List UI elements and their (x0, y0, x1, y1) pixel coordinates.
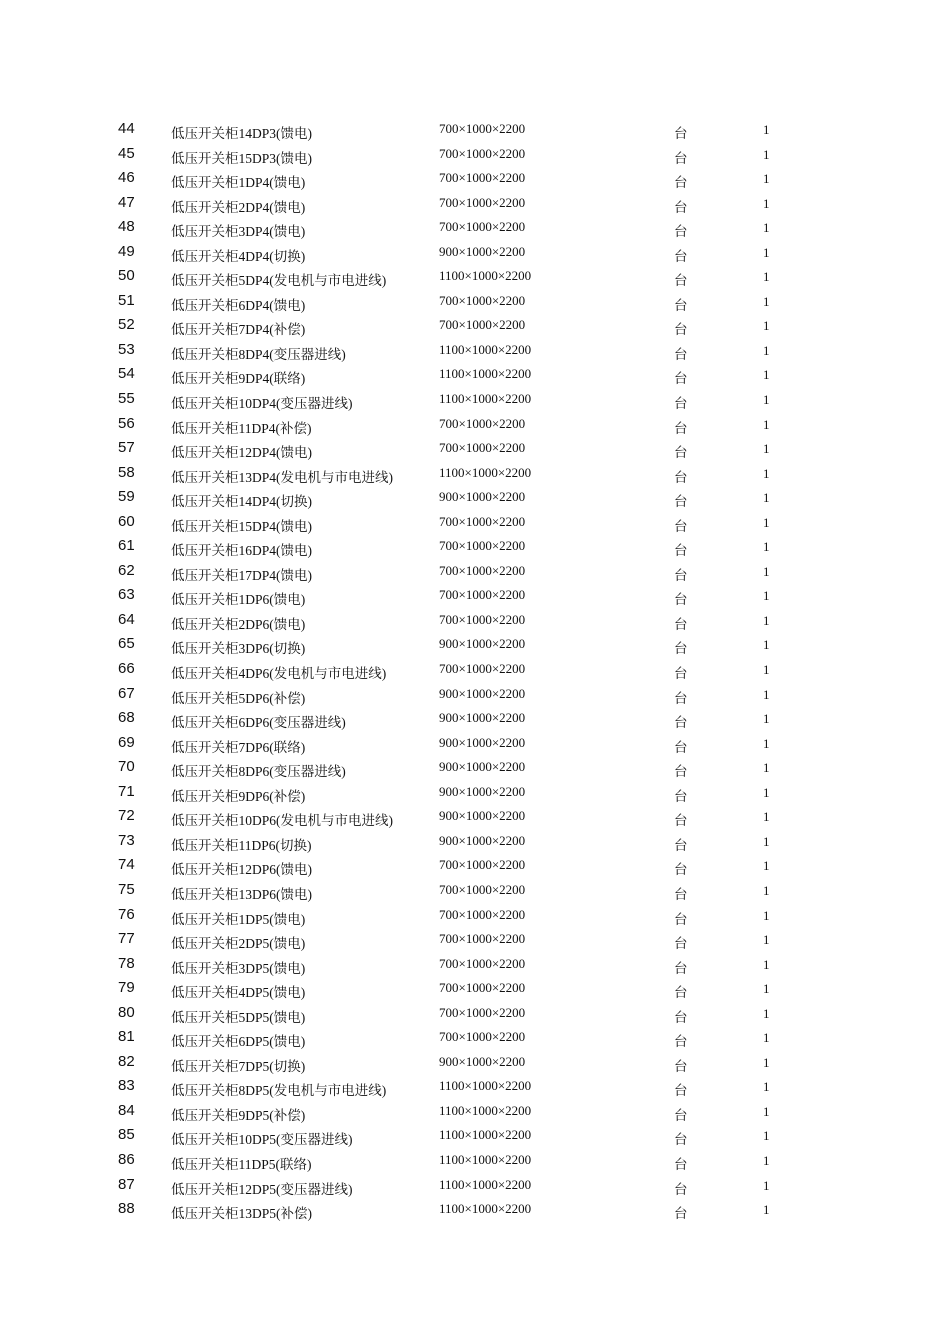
quantity-cell: 1 (763, 195, 770, 211)
equipment-dimensions: 900×1000×2200 (439, 489, 526, 505)
unit-cell: 台 (674, 666, 688, 682)
table-row (0, 830, 950, 855)
equipment-dimensions: 900×1000×2200 (439, 832, 526, 848)
row-number: 78 (118, 954, 135, 972)
table-row (0, 781, 950, 806)
table-row (0, 854, 950, 879)
unit-cell: 台 (674, 1132, 688, 1148)
unit-cell: 台 (674, 224, 688, 240)
table-row (0, 633, 950, 658)
equipment-dimensions: 700×1000×2200 (439, 881, 526, 897)
equipment-dimensions: 700×1000×2200 (439, 1004, 526, 1020)
equipment-dimensions: 900×1000×2200 (439, 783, 526, 799)
row-number: 88 (118, 1200, 135, 1218)
unit-cell: 台 (674, 175, 688, 191)
quantity-cell: 1 (763, 392, 770, 408)
row-number: 71 (118, 782, 135, 800)
equipment-dimensions: 900×1000×2200 (439, 636, 526, 652)
quantity-cell: 1 (763, 662, 770, 678)
equipment-dimensions: 1100×1000×2200 (439, 366, 532, 382)
equipment-name: 低压开关柜5DP4(发电机与市电进线) (171, 273, 387, 289)
quantity-cell: 1 (763, 981, 770, 997)
row-number: 53 (118, 340, 135, 358)
table-row (0, 1051, 950, 1076)
equipment-dimensions: 700×1000×2200 (439, 440, 526, 456)
quantity-cell: 1 (763, 1079, 770, 1095)
equipment-name: 低压开关柜7DP6(联络) (171, 739, 306, 755)
quantity-cell: 1 (763, 122, 770, 137)
quantity-cell: 1 (763, 465, 770, 481)
table-row (0, 1026, 950, 1051)
equipment-dimensions: 700×1000×2200 (439, 931, 526, 947)
row-number: 67 (118, 684, 135, 702)
equipment-dimensions: 700×1000×2200 (439, 611, 526, 627)
row-number: 76 (118, 905, 135, 923)
row-number: 83 (118, 1077, 135, 1095)
row-number: 57 (118, 439, 135, 457)
unit-cell: 台 (674, 1181, 688, 1197)
quantity-cell: 1 (763, 416, 770, 432)
equipment-name: 低压开关柜15DP4(馈电) (171, 518, 312, 534)
equipment-name: 低压开关柜4DP5(馈电) (171, 985, 306, 1001)
equipment-dimensions: 900×1000×2200 (439, 808, 526, 824)
row-number: 74 (118, 856, 135, 874)
row-number: 55 (118, 390, 135, 408)
row-number: 77 (118, 930, 135, 948)
quantity-cell: 1 (763, 563, 770, 579)
unit-cell: 台 (674, 1156, 688, 1172)
table-row (0, 683, 950, 708)
unit-cell: 台 (674, 322, 688, 338)
unit-cell: 台 (674, 690, 688, 706)
equipment-name: 低压开关柜13DP4(发电机与市电进线) (171, 469, 393, 485)
unit-cell: 台 (674, 886, 688, 902)
equipment-name: 低压开关柜4DP6(发电机与市电进线) (171, 666, 387, 682)
equipment-dimensions: 1100×1000×2200 (439, 1102, 532, 1118)
equipment-dimensions: 700×1000×2200 (439, 980, 526, 996)
table-row (0, 486, 950, 511)
quantity-cell: 1 (763, 441, 770, 457)
equipment-name: 低压开关柜11DP6(切换) (171, 837, 312, 853)
unit-cell: 台 (674, 273, 688, 289)
quantity-cell: 1 (763, 1152, 770, 1168)
equipment-name: 低压开关柜5DP5(馈电) (171, 1009, 306, 1025)
equipment-dimensions: 700×1000×2200 (439, 292, 526, 308)
table-row (0, 143, 950, 168)
row-number: 58 (118, 463, 135, 481)
equipment-dimensions: 900×1000×2200 (439, 759, 526, 775)
quantity-cell: 1 (763, 637, 770, 653)
row-number: 79 (118, 979, 135, 997)
table-row (0, 437, 950, 462)
table-row (0, 167, 950, 192)
equipment-name: 低压开关柜16DP4(馈电) (171, 543, 312, 559)
equipment-dimensions: 700×1000×2200 (439, 1029, 526, 1045)
unit-cell: 台 (674, 813, 688, 829)
table-row (0, 535, 950, 560)
row-number: 70 (118, 758, 135, 776)
table-row (0, 977, 950, 1002)
equipment-name: 低压开关柜12DP4(馈电) (171, 445, 312, 461)
table-row (0, 339, 950, 364)
unit-cell: 台 (674, 739, 688, 755)
table-row (0, 928, 950, 953)
row-number: 62 (118, 561, 135, 579)
unit-cell: 台 (674, 1009, 688, 1025)
equipment-dimensions: 1100×1000×2200 (439, 1201, 532, 1217)
equipment-dimensions: 700×1000×2200 (439, 906, 526, 922)
equipment-name: 低压开关柜15DP3(馈电) (171, 150, 312, 166)
table-row (0, 1002, 950, 1027)
equipment-dimensions: 1100×1000×2200 (439, 1127, 532, 1143)
equipment-name: 低压开关柜9DP5(补偿) (171, 1107, 306, 1123)
table-row (0, 904, 950, 929)
equipment-name: 低压开关柜13DP6(馈电) (171, 886, 312, 902)
equipment-name: 低压开关柜1DP5(馈电) (171, 911, 306, 927)
row-number: 46 (118, 169, 135, 187)
quantity-cell: 1 (763, 1128, 770, 1144)
equipment-list-table (0, 118, 950, 1223)
table-row (0, 732, 950, 757)
equipment-dimensions: 700×1000×2200 (439, 661, 526, 677)
row-number: 81 (118, 1028, 135, 1046)
table-row (0, 584, 950, 609)
quantity-cell: 1 (763, 760, 770, 776)
unit-cell: 台 (674, 420, 688, 436)
equipment-name: 低压开关柜1DP6(馈电) (171, 592, 306, 608)
table-row (0, 216, 950, 241)
row-number: 60 (118, 512, 135, 530)
equipment-dimensions: 700×1000×2200 (439, 562, 526, 578)
equipment-name: 低压开关柜6DP6(变压器进线) (171, 715, 346, 731)
table-row (0, 658, 950, 683)
table-row (0, 707, 950, 732)
table-row (0, 241, 950, 266)
equipment-name: 低压开关柜11DP5(联络) (171, 1156, 312, 1172)
unit-cell: 台 (674, 346, 688, 362)
row-number: 63 (118, 586, 135, 604)
row-number: 86 (118, 1150, 135, 1168)
equipment-name: 低压开关柜12DP6(馈电) (171, 862, 312, 878)
row-number: 61 (118, 537, 135, 555)
quantity-cell: 1 (763, 514, 770, 530)
table-row (0, 805, 950, 830)
equipment-name: 低压开关柜10DP4(变压器进线) (171, 396, 353, 412)
unit-cell: 台 (674, 911, 688, 927)
unit-cell: 台 (674, 494, 688, 510)
row-number: 65 (118, 635, 135, 653)
equipment-dimensions: 900×1000×2200 (439, 685, 526, 701)
equipment-dimensions: 1100×1000×2200 (439, 1078, 532, 1094)
equipment-dimensions: 700×1000×2200 (439, 415, 526, 431)
quantity-cell: 1 (763, 146, 770, 162)
quantity-cell: 1 (763, 882, 770, 898)
table-row (0, 192, 950, 217)
row-number: 87 (118, 1175, 135, 1193)
table-row (0, 560, 950, 585)
quantity-cell: 1 (763, 490, 770, 506)
equipment-name: 低压开关柜9DP6(补偿) (171, 788, 306, 804)
quantity-cell: 1 (763, 342, 770, 358)
row-number: 64 (118, 610, 135, 628)
equipment-dimensions: 900×1000×2200 (439, 243, 526, 259)
table-row (0, 1075, 950, 1100)
row-number: 56 (118, 414, 135, 432)
equipment-name: 低压开关柜5DP6(补偿) (171, 690, 306, 706)
equipment-dimensions: 700×1000×2200 (439, 587, 526, 603)
table-row (0, 756, 950, 781)
unit-cell: 台 (674, 396, 688, 412)
quantity-cell: 1 (763, 1202, 770, 1218)
unit-cell: 台 (674, 616, 688, 632)
table-row (0, 118, 950, 143)
equipment-name: 低压开关柜11DP4(补偿) (171, 420, 312, 436)
equipment-dimensions: 700×1000×2200 (439, 145, 526, 161)
equipment-name: 低压开关柜6DP5(馈电) (171, 1034, 306, 1050)
equipment-dimensions: 1100×1000×2200 (439, 341, 532, 357)
equipment-name: 低压开关柜2DP6(馈电) (171, 616, 306, 632)
unit-cell: 台 (674, 1107, 688, 1123)
equipment-name: 低压开关柜3DP6(切换) (171, 641, 306, 657)
equipment-name: 低压开关柜4DP4(切换) (171, 248, 306, 264)
equipment-name: 低压开关柜7DP4(补偿) (171, 322, 306, 338)
row-number: 45 (118, 144, 135, 162)
unit-cell: 台 (674, 764, 688, 780)
equipment-name: 低压开关柜10DP5(变压器进线) (171, 1132, 353, 1148)
table-row (0, 265, 950, 290)
equipment-name: 低压开关柜2DP5(馈电) (171, 936, 306, 952)
quantity-cell: 1 (763, 220, 770, 236)
equipment-name: 低压开关柜14DP3(馈电) (171, 126, 312, 141)
row-number: 54 (118, 365, 135, 383)
table-row (0, 1100, 950, 1125)
table-row (0, 290, 950, 315)
unit-cell: 台 (674, 445, 688, 461)
equipment-dimensions: 700×1000×2200 (439, 194, 526, 210)
table-row (0, 1124, 950, 1149)
equipment-dimensions: 700×1000×2200 (439, 857, 526, 873)
unit-cell: 台 (674, 788, 688, 804)
quantity-cell: 1 (763, 1030, 770, 1046)
row-number: 52 (118, 316, 135, 334)
equipment-name: 低压开关柜1DP4(馈电) (171, 175, 306, 191)
row-number: 59 (118, 488, 135, 506)
row-number: 85 (118, 1126, 135, 1144)
quantity-cell: 1 (763, 1054, 770, 1070)
row-number: 47 (118, 193, 135, 211)
equipment-dimensions: 700×1000×2200 (439, 513, 526, 529)
row-number: 72 (118, 807, 135, 825)
equipment-name: 低压开关柜2DP4(馈电) (171, 199, 306, 215)
unit-cell: 台 (674, 1034, 688, 1050)
row-number: 73 (118, 831, 135, 849)
quantity-cell: 1 (763, 269, 770, 285)
equipment-name: 低压开关柜8DP6(变压器进线) (171, 764, 346, 780)
row-number: 68 (118, 709, 135, 727)
unit-cell: 台 (674, 960, 688, 976)
quantity-cell: 1 (763, 686, 770, 702)
equipment-name: 低压开关柜7DP5(切换) (171, 1058, 306, 1074)
unit-cell: 台 (674, 1083, 688, 1099)
table-row (0, 314, 950, 339)
unit-cell: 台 (674, 1058, 688, 1074)
equipment-name: 低压开关柜13DP5(补偿) (171, 1206, 312, 1222)
equipment-name: 低压开关柜10DP6(发电机与市电进线) (171, 813, 393, 829)
equipment-name: 低压开关柜6DP4(馈电) (171, 297, 306, 313)
table-row (0, 1198, 950, 1223)
row-number: 69 (118, 733, 135, 751)
equipment-dimensions: 700×1000×2200 (439, 538, 526, 554)
quantity-cell: 1 (763, 833, 770, 849)
table-row (0, 511, 950, 536)
quantity-cell: 1 (763, 956, 770, 972)
row-number: 82 (118, 1052, 135, 1070)
row-number: 49 (118, 242, 135, 260)
unit-cell: 台 (674, 567, 688, 583)
quantity-cell: 1 (763, 367, 770, 383)
equipment-name: 低压开关柜12DP5(变压器进线) (171, 1181, 353, 1197)
quantity-cell: 1 (763, 711, 770, 727)
table-row (0, 609, 950, 634)
row-number: 44 (118, 120, 135, 137)
equipment-dimensions: 700×1000×2200 (439, 121, 526, 136)
unit-cell: 台 (674, 641, 688, 657)
row-number: 75 (118, 880, 135, 898)
equipment-dimensions: 1100×1000×2200 (439, 464, 532, 480)
unit-cell: 台 (674, 248, 688, 264)
equipment-dimensions: 900×1000×2200 (439, 734, 526, 750)
unit-cell: 台 (674, 592, 688, 608)
quantity-cell: 1 (763, 244, 770, 260)
unit-cell: 台 (674, 715, 688, 731)
quantity-cell: 1 (763, 171, 770, 187)
quantity-cell: 1 (763, 907, 770, 923)
row-number: 51 (118, 291, 135, 309)
row-number: 50 (118, 267, 135, 285)
equipment-dimensions: 700×1000×2200 (439, 219, 526, 235)
table-row (0, 363, 950, 388)
unit-cell: 台 (674, 837, 688, 853)
quantity-cell: 1 (763, 1177, 770, 1193)
unit-cell: 台 (674, 126, 688, 141)
table-row (0, 388, 950, 413)
equipment-dimensions: 700×1000×2200 (439, 317, 526, 333)
table-row (0, 1149, 950, 1174)
unit-cell: 台 (674, 862, 688, 878)
quantity-cell: 1 (763, 932, 770, 948)
quantity-cell: 1 (763, 612, 770, 628)
equipment-dimensions: 1100×1000×2200 (439, 1176, 532, 1192)
quantity-cell: 1 (763, 1005, 770, 1021)
quantity-cell: 1 (763, 293, 770, 309)
equipment-dimensions: 700×1000×2200 (439, 955, 526, 971)
unit-cell: 台 (674, 985, 688, 1001)
unit-cell: 台 (674, 297, 688, 313)
quantity-cell: 1 (763, 735, 770, 751)
equipment-name: 低压开关柜8DP5(发电机与市电进线) (171, 1083, 387, 1099)
equipment-dimensions: 900×1000×2200 (439, 710, 526, 726)
equipment-name: 低压开关柜3DP5(馈电) (171, 960, 306, 976)
table-row (0, 413, 950, 438)
unit-cell: 台 (674, 199, 688, 215)
unit-cell: 台 (674, 936, 688, 952)
table-row (0, 953, 950, 978)
equipment-name: 低压开关柜14DP4(切换) (171, 494, 312, 510)
row-number: 80 (118, 1003, 135, 1021)
unit-cell: 台 (674, 371, 688, 387)
table-row (0, 462, 950, 487)
unit-cell: 台 (674, 469, 688, 485)
equipment-dimensions: 900×1000×2200 (439, 1053, 526, 1069)
equipment-dimensions: 1100×1000×2200 (439, 268, 532, 284)
quantity-cell: 1 (763, 858, 770, 874)
quantity-cell: 1 (763, 1103, 770, 1119)
unit-cell: 台 (674, 1206, 688, 1222)
equipment-name: 低压开关柜8DP4(变压器进线) (171, 346, 346, 362)
equipment-name: 低压开关柜9DP4(联络) (171, 371, 306, 387)
equipment-dimensions: 700×1000×2200 (439, 170, 526, 186)
row-number: 66 (118, 660, 135, 678)
unit-cell: 台 (674, 543, 688, 559)
equipment-dimensions: 1100×1000×2200 (439, 1151, 532, 1167)
row-number: 84 (118, 1101, 135, 1119)
quantity-cell: 1 (763, 539, 770, 555)
table-row (0, 1174, 950, 1199)
unit-cell: 台 (674, 150, 688, 166)
table-row (0, 879, 950, 904)
quantity-cell: 1 (763, 588, 770, 604)
unit-cell: 台 (674, 518, 688, 534)
quantity-cell: 1 (763, 784, 770, 800)
row-number: 48 (118, 218, 135, 236)
quantity-cell: 1 (763, 809, 770, 825)
equipment-dimensions: 1100×1000×2200 (439, 391, 532, 407)
equipment-name: 低压开关柜17DP4(馈电) (171, 567, 312, 583)
quantity-cell: 1 (763, 318, 770, 334)
equipment-name: 低压开关柜3DP4(馈电) (171, 224, 306, 240)
